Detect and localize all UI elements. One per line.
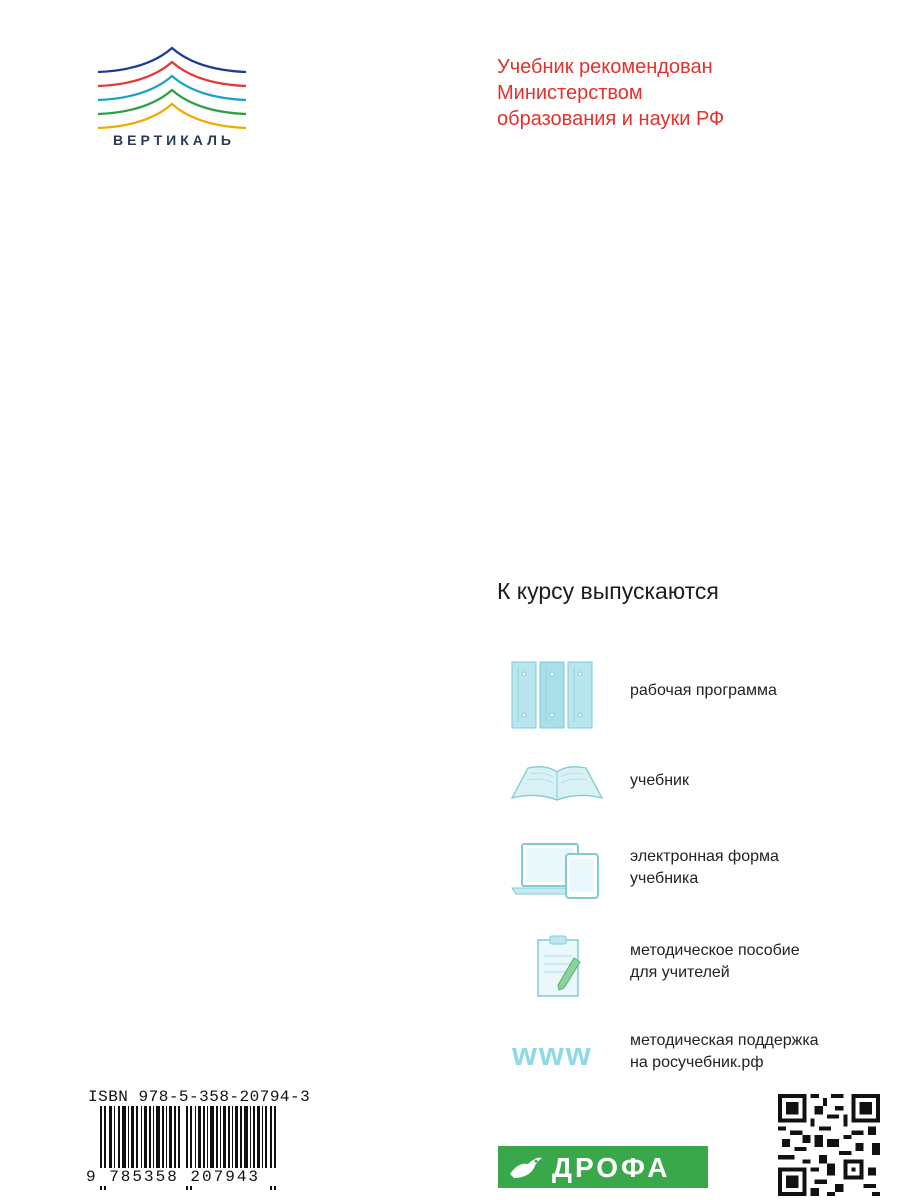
course-item-electronic — [508, 842, 878, 900]
clipboard-pen-icon — [508, 934, 602, 1000]
qr-code-icon — [778, 1094, 880, 1196]
course-item-line: методическая поддержка — [630, 1032, 819, 1049]
isbn-text: ISBN 978-5-358-20794-3 — [88, 1088, 311, 1106]
publisher-logo — [498, 1146, 708, 1188]
recommendation-line: образования и науки РФ — [497, 108, 725, 130]
course-heading: К курсу выпускаются — [497, 578, 719, 604]
barcode-digits: 9 785358 207943 — [86, 1168, 296, 1186]
course-item-label — [630, 770, 689, 792]
course-item-work-program — [508, 660, 878, 732]
course-item-line: учебник — [630, 772, 689, 789]
binders-icon — [508, 660, 596, 730]
logo-name: ВЕРТИКАЛЬ — [113, 132, 235, 148]
logo-arches-icon — [92, 44, 252, 134]
recommendation-line: Учебник рекомендован — [497, 56, 713, 78]
course-item-label — [630, 940, 800, 984]
course-item-line: учебника — [630, 870, 699, 887]
bird-icon — [506, 1152, 546, 1182]
publisher-name: ДРОФА — [552, 1152, 671, 1183]
devices-icon — [508, 842, 602, 900]
recommendation-text — [497, 54, 837, 132]
course-item-label — [630, 1030, 819, 1074]
www-icon: www — [512, 1036, 593, 1072]
course-item-label — [630, 680, 777, 702]
course-item-label — [630, 846, 779, 890]
course-item-textbook — [508, 758, 878, 804]
course-item-line: рабочая программа — [630, 682, 777, 699]
vertikal-logo — [92, 44, 252, 154]
course-item-line: методическое пособие — [630, 942, 800, 959]
course-item-line: для учителей — [630, 964, 730, 981]
course-item-methodical-guide — [508, 934, 878, 1000]
open-book-icon — [508, 758, 606, 804]
course-item-line: электронная форма — [630, 848, 779, 865]
course-item-web-support — [508, 1030, 878, 1076]
course-item-line: на росучебник.рф — [630, 1054, 764, 1071]
recommendation-line: Министерством — [497, 82, 643, 104]
